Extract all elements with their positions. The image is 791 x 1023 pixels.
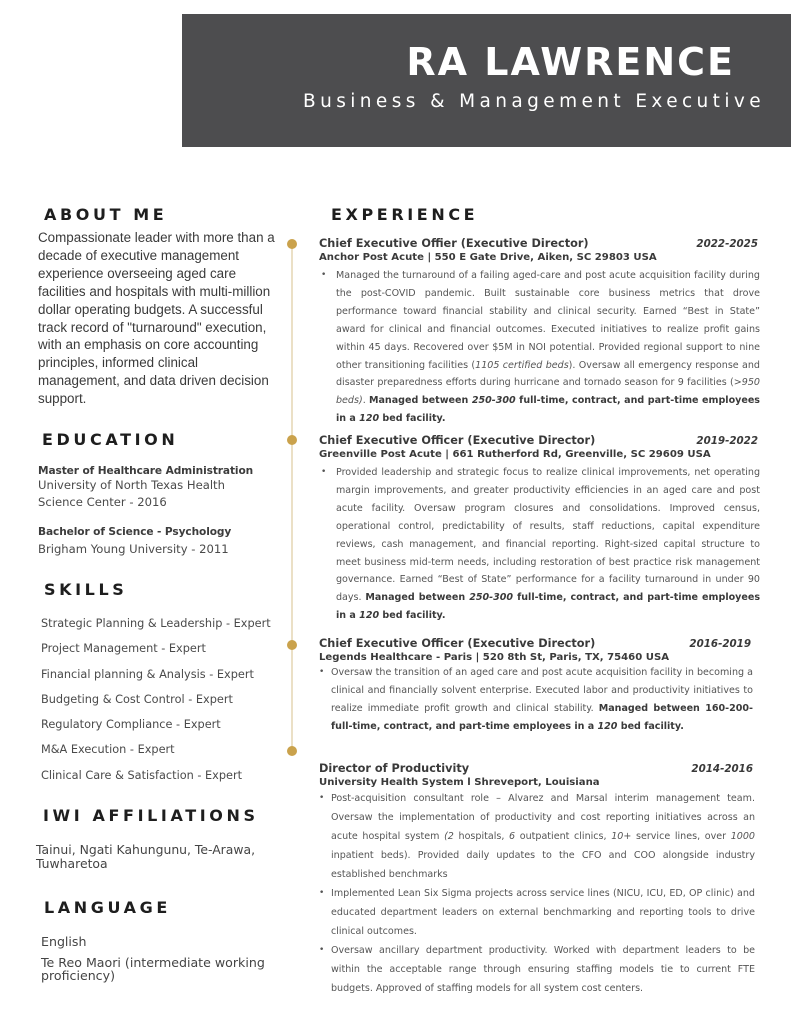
education-degree: Bachelor of Science - Psychology [38,526,232,538]
job-bullet: • Managed the turnaround of a failing aged-care and post acute acquisition facility during the post-COVID pandemic. Built sustainable core business metrics that drove performance toward financial stability and clinical security. Earned “Best in State” award for clinical and financial outcomes. Executed initiatives to realize profit gains within 45 days. Recovered over $5M in NOI potential. Provided regional support to nine other transitioning facilities (1105 certified beds). Oversaw all emergency response and disaster preparedness efforts during hurricane and tornado season for 9 facilities (>950 beds). Managed between 250-300 full-time, contract, and part-time employees in a 120 bed facility. [319,267,760,428]
job-organization: Anchor Post Acute | 550 E Gate Drive, Aiken, SC 29803 USA [319,252,657,263]
job-bullet: • Oversaw ancillary department productivity. Worked with department leaders to be within the acceptable range through ensuring staffing models tie to current FTE budgets. Approved of staffing models for all system cost centers. [319,941,755,998]
timeline-dot-icon [287,239,297,249]
job-bullets [319,664,753,736]
timeline-dot-icon [287,746,297,756]
iwi-text: Tainui, Ngati Kahungunu, Te-Arawa, Tuwharetoa [36,842,256,871]
job-dates: 2016-2019 [689,638,751,650]
candidate-name: RA LAWRENCE [406,40,735,84]
experience-entry [319,637,753,736]
iwi-heading: IWI AFFILIATIONS [43,806,259,825]
education-school: Brigham Young University - 2011 [38,542,229,556]
skill-item: Strategic Planning & Leadership - Expert [41,617,271,630]
timeline-dot-icon [287,640,297,650]
skill-item: Regulatory Compliance - Expert [41,718,221,732]
language-heading: LANGUAGE [44,898,171,917]
timeline-line [291,244,293,752]
education-degree: Master of Healthcare Administration [38,465,254,477]
experience-heading: EXPERIENCE [331,205,479,224]
job-bullet: • Oversaw the transition of an aged care and post acute acquisition facility in becoming a clinical and financially solvent enterprise. Executed labor and productivity initiatives to realize immediate profit growth and clinical stability. Managed between 160-200- full-time, contract, and part-time employees in a 120 bed facility. [319,664,753,736]
job-bullets [319,789,755,998]
job-dates: 2022-2025 [696,238,758,250]
job-dates: 2014-2016 [691,763,753,775]
education-school: University of North Texas Health Science Center - 2016 [38,478,225,509]
job-bullet: • Post-acquisition consultant role – Alvarez and Marsal interim management team. Oversaw the implementation of productivity and cost reporting initiatives across an acute hospital system (2 hospitals, 6 outpatient clinics, 10+ service lines, over 1000 inpatient beds). Provided daily updates to the CFO and COO alongside industry established benchmarks [319,789,755,884]
about-heading: ABOUT ME [44,205,168,224]
skill-item: Financial planning & Analysis - Expert [41,667,254,681]
job-title: Director of Productivity [319,762,470,775]
job-bullet: • Provided leadership and strategic focus to realize clinical improvements, net operating margin improvements, and greater productivity efficiencies in an aged care and post acute facility. Oversaw program closures and consolidations. Improved census, operational control, predictability of results, staff reductions, capital expenditure reviews, cash management, and financial reporting. Right-sized capital structure to meet business mid-term needs, including restoration of best practice risk management governance. Earned “Best of State” performance for a facility turnaround in under 90 days. Managed between 250-300 full-time, contract, and part-time employees in a 120 bed facility. [319,464,760,625]
job-bullet: • Implemented Lean Six Sigma projects across service lines (NICU, ICU, ED, OP clinic) and educated department leaders on external benchmarking and reporting tools to drive clinical outcomes. [319,884,755,941]
experience-entry [319,237,760,428]
job-bullets [319,464,760,625]
job-organization: University Health System l Shreveport, Louisiana [319,777,600,788]
skill-item: Clinical Care & Satisfaction - Expert [41,768,243,782]
skill-item: Project Management - Expert [41,642,206,656]
header-banner [182,14,791,147]
job-title: Chief Executive Officer (Executive Director) [319,637,596,650]
job-title: Chief Executive Offier (Executive Director) [319,237,589,250]
skills-list [41,616,271,793]
job-organization: Greenville Post Acute | 661 Rutherford Rd, Greenville, SC 29609 USA [319,449,711,460]
skill-item: M&A Execution - Expert [41,743,175,757]
skills-heading: SKILLS [44,580,128,599]
timeline-dot-icon [287,435,297,445]
language-list [41,935,291,990]
experience-entry [319,434,760,625]
education-heading: EDUCATION [42,430,179,449]
job-bullets [319,267,760,428]
language-item: Te Reo Maori (intermediate working proficiency) [41,954,265,983]
about-text: Compassionate leader with more than a decade of executive management experience overseeing aged care facilities and hospitals with multi-million dollar operating budgets. A successful track record of "turnaround" execution, with an emphasis on core accounting principles, informed clinical management, and data driven decision support. [38,230,275,407]
job-dates: 2019-2022 [696,435,758,447]
language-item: English [41,934,87,949]
experience-entry [319,762,755,998]
job-organization: Legends Healthcare - Paris | 520 8th St, Paris, TX, 75460 USA [319,652,670,663]
job-title: Chief Executive Officer (Executive Director) [319,434,596,447]
candidate-title: Business & Management Executive [303,91,765,112]
skill-item: Budgeting & Cost Control - Expert [41,692,233,706]
